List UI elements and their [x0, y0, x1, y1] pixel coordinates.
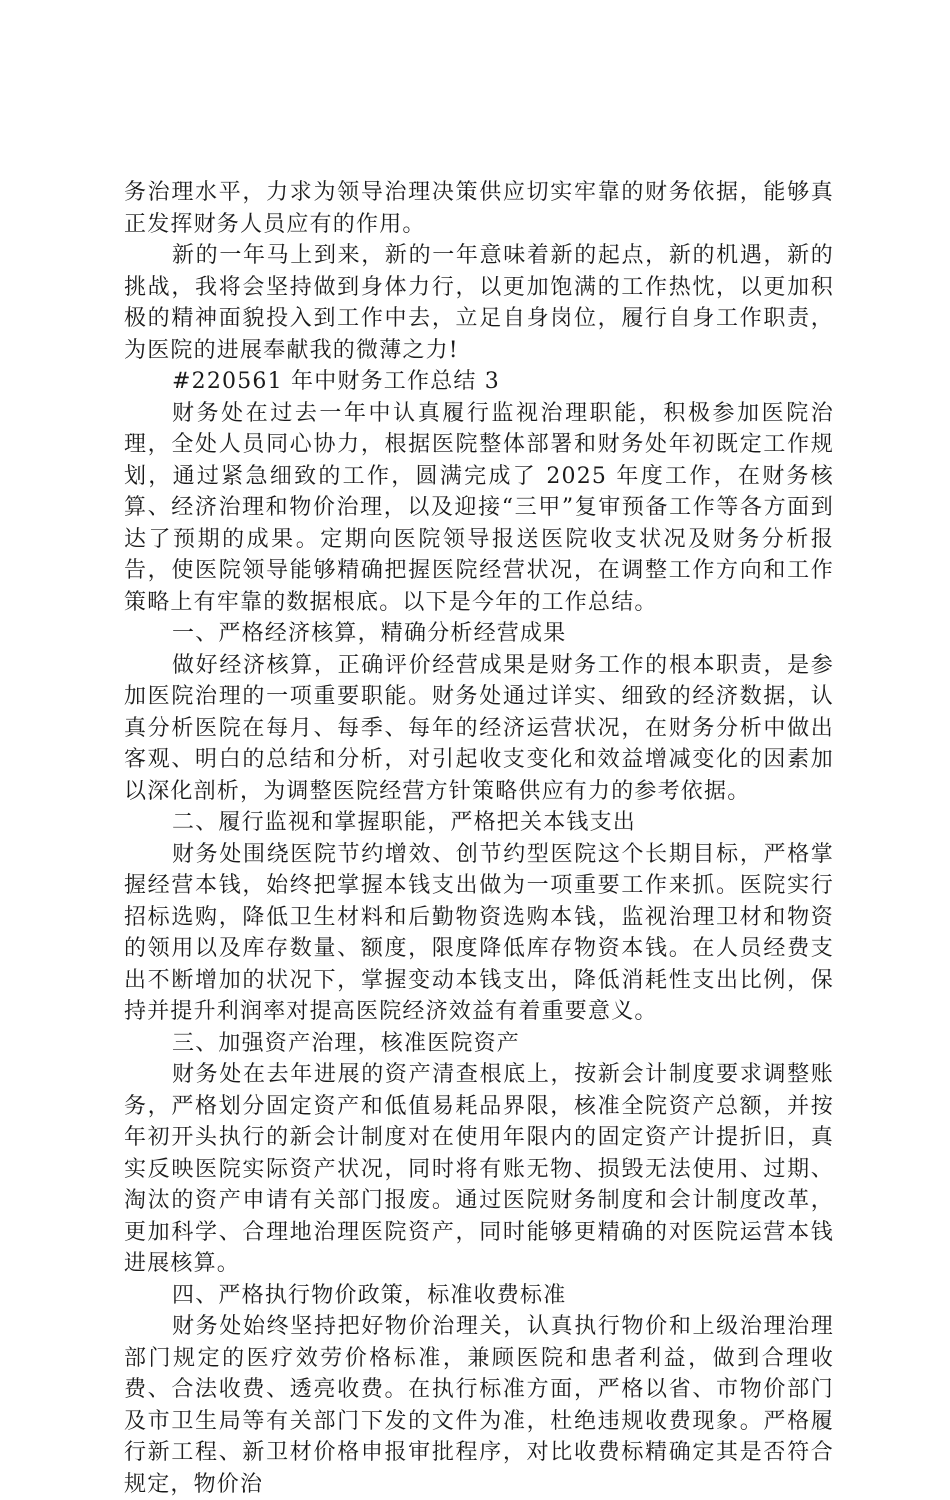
section-heading-summary-3: #220561 年中财务工作总结 3 — [172, 369, 500, 394]
paragraph-2: 财务处围绕医院节约增效、创节约型医院这个长期目标，严格掌握经营本钱，始终把掌握本钱支出做为一项重要工作来抓。医院实行招标选购，降低卫生材料和后勤物资选购本钱，监视治理卫材和物资的领用以及库存数量、额度，限度降低库存物资本钱。在人员经费支出不断增加的状况下，掌握变动本钱支出，降低消耗性支出比例，保持并提升利润率对提高医院经济效益有着重要意义。 — [124, 841, 834, 1024]
paragraph-continuation: 务治理水平，力求为领导治理决策供应切实牢靠的财务依据，能够真正发挥财务人员应有的作用。 — [124, 180, 834, 237]
heading-1: 一、严格经济核算，精确分析经营成果 — [172, 621, 567, 646]
heading-2: 二、履行监视和掌握职能，严格把关本钱支出 — [172, 810, 637, 835]
heading-3: 三、加强资产治理，核准医院资产 — [172, 1030, 521, 1056]
paragraph-4: 财务处始终坚持把好物价治理关，认真执行物价和上级治理治理部门规定的医疗效劳价格标准，兼顾医院和患者利益，做到合理收费、合法收费、透亮收费。在执行标准方面，严格以省、市物价部门及市卫生局等有关部门下发的文件为准，杜绝违规收费现象。严格履行新工程、新卫材价格申报审批程序，对比收费标精确定其是否符合规定，物价治 — [124, 1314, 834, 1497]
paragraph-3: 财务处在去年进展的资产清查根底上，按新会计制度要求调整账务，严格划分固定资产和低值易耗品界限，核准全院资产总额，并按年初开头执行的新会计制度对在使用年限内的固定资产计提折旧，真实反映医院实际资产状况，同时将有账无物、损毁无法使用、过期、淘汰的资产申请有关部门报废。通过医院财务制度和会计制度改革，更加科学、合理地治理医院资产，同时能够更精确的对医院运营本钱进展核算。 — [124, 1062, 834, 1276]
document-body — [124, 177, 834, 1500]
heading-4: 四、严格执行物价政策，标准收费标准 — [172, 1282, 567, 1308]
paragraph-intro: 财务处在过去一年中认真履行监视治理职能，积极参加医院治理，全处人员同心协力，根据医院整体部署和财务处年初既定工作规划，通过紧急细致的工作，圆满完成了 2025 年度工作，在财务核算、经济治理和物价治理，以及迎接“三甲”复审预备工作等各方面到达了预期的成果。定期向医院领导报送医院收支状况及财务分析报告，使医院领导能够精确把握医院经营状况，在调整工作方向和工作策略上有牢靠的数据根底。以下是今年的工作总结。 — [124, 400, 834, 615]
paragraph-new-year: 新的一年马上到来，新的一年意味着新的起点，新的机遇，新的挑战，我将会坚持做到身体力行，以更加饱满的工作热忱，以更加积极的精神面貌投入到工作中去，立足自身岗位，履行自身工作职责，为医院的进展奉献我的微薄之力! — [124, 243, 834, 363]
paragraph-1: 做好经济核算，正确评价经营成果是财务工作的根本职责，是参加医院治理的一项重要职能。财务处通过详实、细致的经济数据，认真分析医院在每月、每季、每年的经济运营状况，在财务分析中做出客观、明白的总结和分析，对引起收支变化和效益增减变化的因素加以深化剖析，为调整医院经营方针策略供应有力的参考依据。 — [124, 652, 834, 804]
